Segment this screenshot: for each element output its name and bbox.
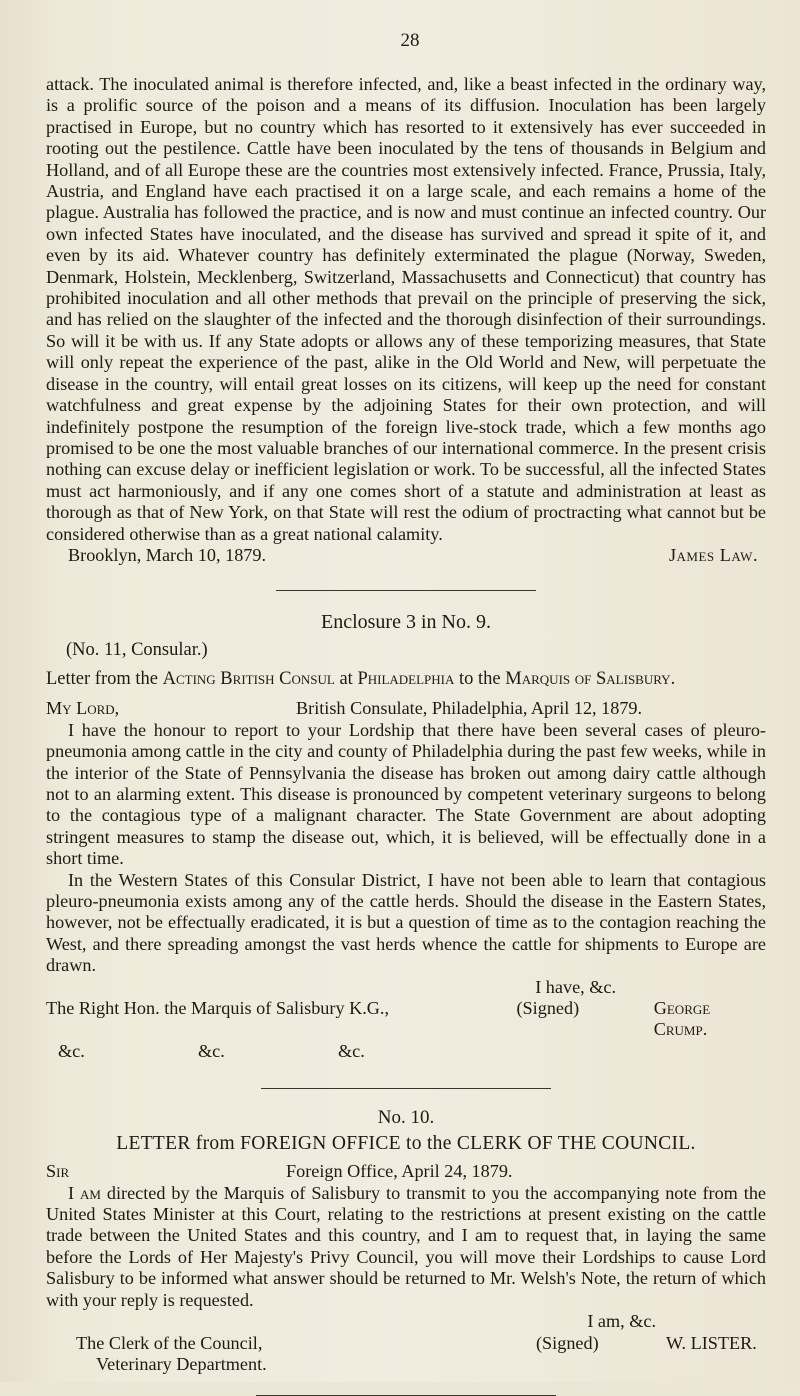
salutation-10: Sir	[46, 1161, 70, 1182]
letter-number: No. 10.	[377, 1107, 435, 1129]
dateline-10: Foreign Office, April 24, 1879.	[286, 1161, 513, 1182]
department: Veterinary Department.	[96, 1353, 267, 1374]
signature-author: James Law.	[668, 544, 758, 565]
enclosure-title: Enclosure 3 in No. 9.	[321, 611, 491, 634]
enclosure-paragraph-2: In the Western States of this Consular District, I have not been able to learn that contagious pleuro-pneumonia exists among any of the cattle herds. Should the disease in the Eastern States, however, not be effectually eradicated, it is but a question of time as to the contagion reaching the West, and there spreading amongst the vast herds whence the cattle for shipments to Europe are drawn.	[46, 869, 766, 976]
addressee-10: The Clerk of the Council,	[76, 1332, 263, 1353]
intro-paragraph: attack. The inoculated animal is therefore infected, and, like a beast infected in the ordinary way, is a prolific source of the poison and a means of its diffusion. Inoculation has been largely practised in Europe, but no country which has resorted to it extensively has ever succeeded in rooting out the pestilence. Cattle have been inoculated by the tens of thousands in Belgium and Holland, and of all Europe these are the countries most extensively infected. France, Prussia, Italy, Austria, and England have each practised it on a large scale, and each remains a home of the plague. Australia has followed the practice, and is now and must continue an infected country. Our own infected States have inoculated, and the disease has survived and spread it spite of it, and even by its aid. Whatever country has definitely exterminated the plague (Norway, Sweden, Denmark, Holstein, Mecklenberg, Switzerland, Massachusetts and Connecticut) that country has prohibited inoculation and all other methods that prevail on the principle of preserving the sick, and has relied on the slaughter of the infected and the thorough disinfection of their surroundings. So will it be with us. If any State adopts or allows any of these temporizing measures, that State will only repeat the experience of the past, alike in the Old World and New, will perpetuate the disease in the country, will entail great losses on its citizens, will keep up the need for constant watchfulness and great expense by the adjoining States for their own protection, and will indefinitely postpone the resumption of the foreign live-stock trade, which a few months ago promised to be one the most valuable branches of our international commerce. In the present crisis nothing can excuse delay or inefficient legislation or work. To be successful, all the infected States must act harmoniously, and if any one comes short of a statute and administration at least as thorough as that of New York, on that State will rest the odium of proctracting what cannot but be considered otherwise than as a great national calamity.	[46, 74, 766, 544]
consular-number: (No. 11, Consular.)	[66, 640, 208, 661]
addressee-row-10	[46, 1333, 766, 1354]
etc-item: &c.	[198, 1040, 225, 1061]
signature-line	[46, 545, 766, 566]
addressee-row	[46, 998, 766, 1041]
salutation-row	[46, 698, 766, 719]
signature-place-date: Brooklyn, March 10, 1879.	[68, 544, 267, 565]
closing-10: I am, &c.	[587, 1311, 656, 1332]
signer-name-10: W. LISTER.	[666, 1332, 757, 1353]
dateline: British Consulate, Philadelphia, April 12, 1879.	[296, 698, 643, 719]
section-divider	[261, 1088, 551, 1089]
etc-item: &c.	[338, 1040, 365, 1061]
letter-heading: Letter from the Acting British Consul at Philadelphia to the Marquis of Salisbury.	[46, 669, 676, 690]
etc-row	[46, 1041, 766, 1062]
section-divider	[276, 590, 536, 591]
enclosure-paragraph-1: I have the honour to report to your Lordship that there have been several cases of pleuro-pneumonia among cattle in the city and county of Philadelphia during the past few weeks, while in the interior of the State of Pennsylvania the disease has broken out among dairy cattle although not to an alarming extent. This disease is pronounced by competent veterinary surgeons to belong to the contagious type of a malignant character. The State Government are about adopting stringent measures to stamp the disease out, which, it is believed, will be effectually done in a short time.	[46, 719, 766, 869]
signed-label: (Signed)	[516, 998, 580, 1019]
etc-item: &c.	[58, 1040, 85, 1061]
letter-heading-10: LETTER from FOREIGN OFFICE to the CLERK OF THE COUNCIL.	[116, 1133, 696, 1155]
signer-name: George Crump.	[653, 998, 711, 1040]
addressee: The Right Hon. the Marquis of Salisbury K.G.,	[46, 998, 390, 1019]
closing: I have, &c.	[535, 976, 616, 997]
salutation: My Lord,	[46, 698, 120, 719]
salutation-row-10	[46, 1161, 766, 1182]
letter10-paragraph: I am directed by the Marquis of Salisbury to transmit to you the accompanying note from the United States Minister at this Court, relating to the restrictions at present existing on the cattle trade between the United States and this country, and I am to request that, in laying the same before the Lords of Her Majesty's Privy Council, you will move their Lordships to cause Lord Salisbury to be informed what answer should be returned to Mr. Welsh's Note, the return of which with your reply is requested.	[46, 1182, 766, 1310]
page-number: 28	[400, 30, 420, 51]
signed-label-10: (Signed)	[536, 1332, 599, 1353]
